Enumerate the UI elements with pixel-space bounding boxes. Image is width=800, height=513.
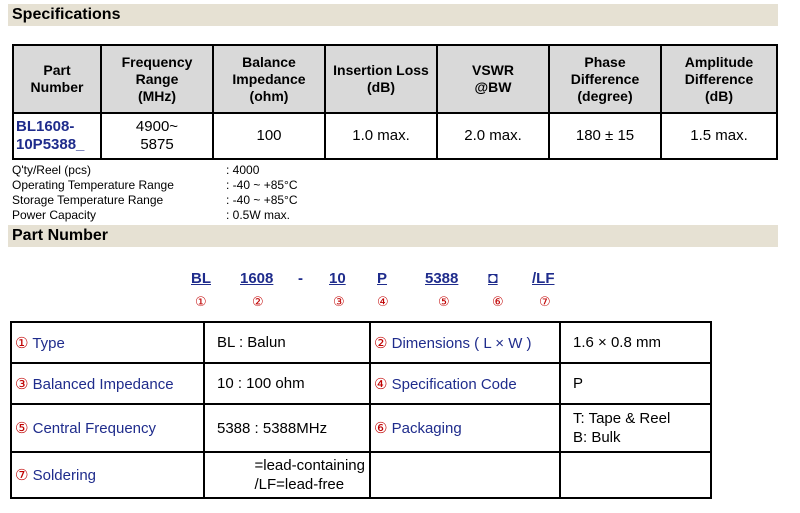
cell-part-number: BL1608- 10P5388_ — [13, 113, 101, 159]
part-number-table — [10, 321, 712, 499]
value-specification-code: P — [560, 363, 711, 404]
code-segment-spec-code: P — [377, 270, 388, 287]
property-label: Operating Temperature Range — [12, 178, 174, 192]
table-row — [11, 404, 711, 452]
code-segment-impedance: 10 — [329, 270, 346, 287]
label-type: ① Type — [11, 322, 204, 363]
code-segment-packaging: ◘ — [488, 270, 498, 287]
property-label: Q'ty/Reel (pcs) — [12, 163, 91, 177]
code-number-1: ① — [195, 294, 207, 309]
value-packaging: T: Tape & Reel B: Bulk — [560, 404, 711, 452]
code-number-5: ⑤ — [438, 294, 450, 309]
property-row — [12, 163, 298, 178]
code-number-4: ④ — [377, 294, 389, 309]
value-balanced-impedance: 10 : 100 ohm — [204, 363, 370, 404]
cell-vswr: 2.0 max. — [437, 113, 549, 159]
code-segment-dash: - — [298, 270, 303, 287]
code-segment-soldering: /LF — [532, 270, 555, 287]
cell-amplitude-difference: 1.5 max. — [661, 113, 777, 159]
label-specification-code: ④ Specification Code — [370, 363, 560, 404]
property-label: Power Capacity — [12, 208, 97, 222]
label-balanced-impedance: ③ Balanced Impedance — [11, 363, 204, 404]
header-vswr: VSWR @BW — [437, 45, 549, 113]
empty-label-cell — [370, 452, 560, 498]
header-phase-difference: Phase Difference (degree) — [549, 45, 661, 113]
spec-data-row — [13, 113, 777, 159]
label-packaging: ⑥ Packaging — [370, 404, 560, 452]
table-row — [11, 322, 711, 363]
header-balance-impedance: Balance Impedance (ohm) — [213, 45, 325, 113]
section-title-specifications: Specifications — [8, 4, 778, 26]
property-value: : -40 ~ +85°C — [226, 178, 298, 192]
section-title-part-number: Part Number — [8, 225, 778, 247]
code-number-2: ② — [252, 294, 264, 309]
code-number-3: ③ — [333, 294, 345, 309]
property-row — [12, 208, 298, 223]
cell-insertion-loss: 1.0 max. — [325, 113, 437, 159]
property-value: : 4000 — [226, 163, 260, 177]
properties-list — [12, 163, 298, 223]
value-type: BL : Balun — [204, 322, 370, 363]
value-soldering: =lead-containing /LF=lead-free — [204, 452, 370, 498]
cell-phase-difference: 180 ± 15 — [549, 113, 661, 159]
table-row — [11, 452, 711, 498]
header-part-number: Part Number — [13, 45, 101, 113]
label-soldering: ⑦ Soldering — [11, 452, 204, 498]
cell-frequency-range: 4900~ 5875 — [101, 113, 213, 159]
code-segment-frequency: 5388 — [425, 270, 459, 287]
property-value: : -40 ~ +85°C — [226, 193, 298, 207]
code-segment-type: BL — [191, 270, 211, 287]
property-label: Storage Temperature Range — [12, 193, 164, 207]
header-frequency-range: Frequency Range (MHz) — [101, 45, 213, 113]
property-row — [12, 178, 298, 193]
header-amplitude-difference: Amplitude Difference (dB) — [661, 45, 777, 113]
code-number-6: ⑥ — [492, 294, 504, 309]
property-value: : 0.5W max. — [226, 208, 291, 222]
property-row — [12, 193, 298, 208]
cell-balance-impedance: 100 — [213, 113, 325, 159]
value-dimensions: 1.6 × 0.8 mm — [560, 322, 711, 363]
table-row — [11, 363, 711, 404]
empty-value-cell — [560, 452, 711, 498]
label-dimensions: ② Dimensions ( L × W ) — [370, 322, 560, 363]
spec-header-row — [13, 45, 777, 113]
value-central-frequency: 5388 : 5388MHz — [204, 404, 370, 452]
label-central-frequency: ⑤ Central Frequency — [11, 404, 204, 452]
code-segment-dimensions: 1608 — [240, 270, 274, 287]
code-number-7: ⑦ — [539, 294, 551, 309]
header-insertion-loss: Insertion Loss (dB) — [325, 45, 437, 113]
spec-table — [12, 44, 778, 160]
